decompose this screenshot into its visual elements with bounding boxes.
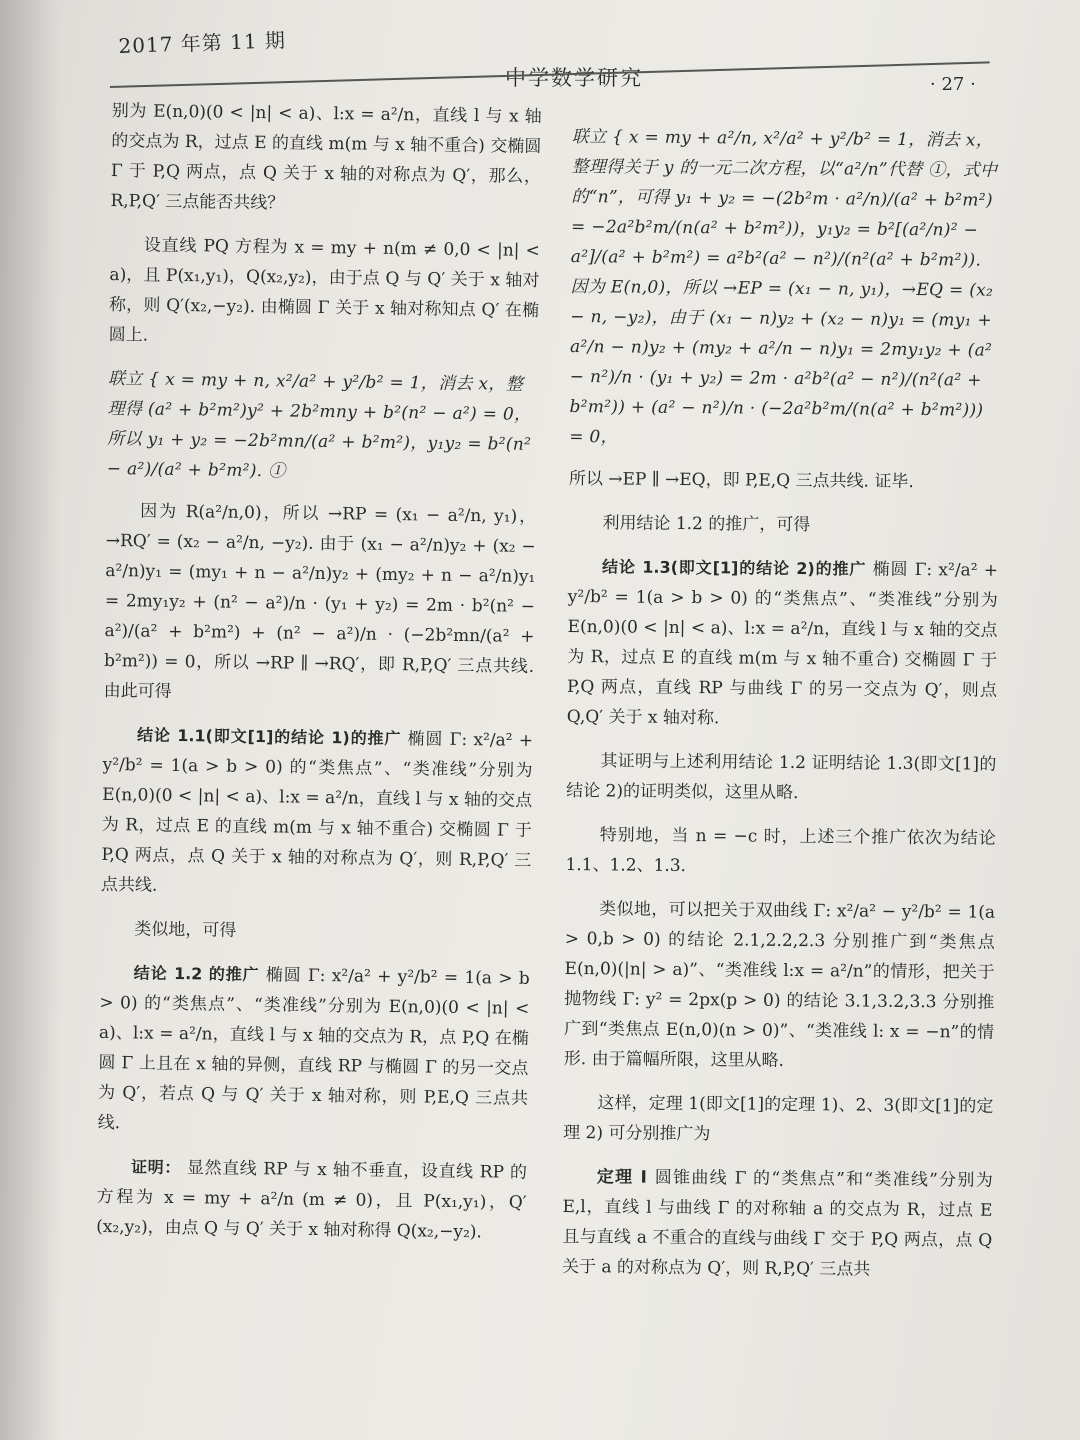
paragraph: 这样，定理 1(即文[1]的定理 1)、2、3(即文[1]的定理 2) 可分别推广为 bbox=[563, 1093, 994, 1145]
theorem-1 bbox=[562, 1162, 993, 1286]
proof-body: 显然直线 RP 与 x 轴不垂直，设直线 RP 的方程为 x = my + a²/n (m ≠ 0)，且 P(x₁,y₁)，Q′(x₂,y₂)，由点 Q 与 Q′ 关于 x 轴对称得 Q(x₂,−y₂). bbox=[96, 1158, 528, 1243]
conclusion-lead: 结论 1.2 的推广 bbox=[133, 963, 260, 985]
conclusion-body: 椭圆 Γ: x²/a² + y²/b² = 1(a > b > 0) 的“类焦点”、“类准线”分别为 E(n,0)(0 < |n| < a)、l:x = a²/n，直线 l 与 x 轴的交点为 R，点 P,Q 在椭圆 Γ 上且在 x 轴的异侧，直线 RP 与椭圆 Γ 的另一交点为 Q′，若点 Q 与 Q′ 关于 x 轴对称，则 P,E,Q 三点共线. bbox=[97, 965, 530, 1134]
theorem-body: 圆锥曲线 Γ 的“类焦点”和“类准线”分别为 E,l，直线 l 与曲线 Γ 的对称轴 a 的交点为 R，过点 E 且与直线 a 不重合的直线与曲线 Γ 交于 P,Q 两点，点 Q 关于 a 的对称点为 Q′，则 R,P,Q′ 三点共 bbox=[561, 1167, 993, 1280]
conclusion-lead: 结论 1.1(即文[1]的结论 1)的推广 bbox=[136, 725, 402, 749]
left-column bbox=[96, 96, 542, 1262]
conclusion-1-2 bbox=[97, 958, 529, 1144]
journal-title: 中学数学研究 bbox=[505, 66, 643, 90]
equation-system: 联立 { x = my + n, x²/a² + y²/b² = 1，消去 x，整理得 (a² + b²m²)y² + 2b²mny + b²(n² − a²) = 0，所以 y₁ + y₂ = −2b²mn/(a² + b²m²)，y₁y₂ = b²(n² − a²)/(a² + b²m²). ① bbox=[106, 368, 532, 482]
paragraph: 设直线 PQ 方程为 x = my + n(m ≠ 0,0 < |n| < a)，且 P(x₁,y₁)，Q(x₂,y₂)，由于点 Q 与 Q′ 关于 x 轴对称，则 Q′(x₂,−y₂). 由椭圆 Γ 关于 x 轴对称知点 Q′ 在椭圆上. bbox=[108, 235, 541, 346]
theorem-lead: 定理 Ⅰ bbox=[596, 1167, 649, 1188]
conclusion-1-1 bbox=[101, 720, 533, 906]
paragraph: 别为 E(n,0)(0 < |n| < a)、l:x = a²/n，直线 l 与 x 轴的交点为 R，过点 E 的直线 m(m 与 x 轴不重合) 交椭圆 Γ 于 P,Q 两点，点 Q 关于 x 轴的对称点为 Q′，那么，R,P,Q′ 三点能否共线？ bbox=[110, 100, 542, 214]
issue-label: 2017 年第 11 期 bbox=[118, 28, 287, 58]
conclusion-1-3 bbox=[567, 552, 999, 736]
right-column bbox=[562, 120, 1002, 1300]
paragraph: 其证明与上述利用结论 1.2 证明结论 1.3(即文[1]的结论 2)的证明类似，这里从略. bbox=[566, 751, 997, 804]
paragraph: 类似地，可以把关于双曲线 Γ: x²/a² − y²/b² = 1(a > 0,b > 0) 的结论 2.1,2.2,2.3 分别推广到“类焦点 E(n,0)(|n| > a)”、“类准线 l:x = a²/n”的情形，把关于抛物线 Γ: y² = 2px(p > 0) 的结论 3.1,3.2,3.3 分别推广到“类焦点 E(n,0)(n > 0)”、“类准线 l: x = −n”的情形. 由于篇幅所限，这里从略. bbox=[563, 899, 996, 1071]
conclusion-body: 椭圆 Γ: x²/a² + y²/b² = 1(a > b > 0) 的“类焦点”、“类准线”分别为 E(n,0)(0 < |n| < a)、l:x = a²/n，直线 l 与 x 轴的交点为 R，过点 E 的直线 m(m 与 x 轴不重合) 交椭圆 Γ 于 P,Q 两点，直线 RP 与曲线 Γ 的另一交点为 Q′，则点 Q,Q′ 关于 x 轴对称. bbox=[566, 559, 999, 729]
paragraph: 特别地，当 n = −c 时，上述三个推广依次为结论 1.1、1.2、1.3. bbox=[565, 825, 996, 877]
conclusion-lead: 结论 1.3(即文[1]的结论 2)的推广 bbox=[602, 557, 867, 579]
page-number: · 27 · bbox=[930, 74, 976, 95]
paragraph: 所以 →EP ∥ →EQ，即 P,E,Q 三点共线. 证毕. bbox=[568, 468, 914, 492]
page-shadow bbox=[0, 0, 60, 1440]
paragraph: 因为 R(a²/n,0)，所以 →RP = (x₁ − a²/n, y₁)，→RQ′ = (x₂ − a²/n, −y₂). 由于 (x₁ − a²/n)y₂ + (x₂ − a²/n)y₁ = (my₁ + n − a²/n)y₂ + (my₂ + n − a²/n)y₁ = 2my₁y₂ + (n² − a²)/n · (y₁ + y₂) = 2m · b²(n² − a²)/(a² + b²m²) + (n² − a²)/n · (−2b²mn/(a² + b²m²)) = 0，所以 →RP ∥ →RQ′，即 R,P,Q′ 三点共线. 由此可得 bbox=[103, 501, 537, 702]
proof-lead: 证明： bbox=[130, 1157, 182, 1178]
equation-system: 联立 { x = my + a²/n, x²/a² + y²/b² = 1，消去 x，整理得关于 y 的一元二次方程，以“a²/n”代替 ①，式中的“n”，可得 y₁ + y₂ = −(2b²m · a²/n)/(a² + b²m²) = −2a²b²m/(n(a² + b²m²))，y₁y₂ = b²[(a²/n)² − a²]/(a² + b²m²) = a²b²(a² − n²)/(n²(a² + b²m²)). 因为 E(n,0)，所以 →EP = (x₁ − n, y₁)，→EQ = (x₂ − n, −y₂)，由于 (x₁ − n)y₂ + (x₂ − n)y₁ = (my₁ + a²/n − n)y₂ + (my₂ + a²/n − n)y₁ = 2my₁y₂ + (a² − n²)/n · (y₁ + y₂) = 2m · a²b²(a² − n²)/(n²(a² + b²m²)) + (a² − n²)/n · (−2a²b²m/(n(a² + b²m²))) = 0， bbox=[569, 126, 998, 448]
paragraph: 类似地，可得 bbox=[134, 919, 237, 941]
paragraph: 利用结论 1.2 的推广，可得 bbox=[602, 513, 811, 536]
proof bbox=[96, 1152, 527, 1248]
conclusion-body: 椭圆 Γ: x²/a² + y²/b² = 1(a > b > 0) 的“类焦点”、“类准线”分别为 E(n,0)(0 < |n| < a)、l:x = a²/n，直线 l 与 x 轴的交点为 R，过点 E 的直线 m(m 与 x 轴不重合) 交椭圆 Γ 于 P,Q 两点，点 Q 关于 x 轴的对称点为 Q′，则 R,P,Q′ 三点共线. bbox=[100, 729, 534, 896]
